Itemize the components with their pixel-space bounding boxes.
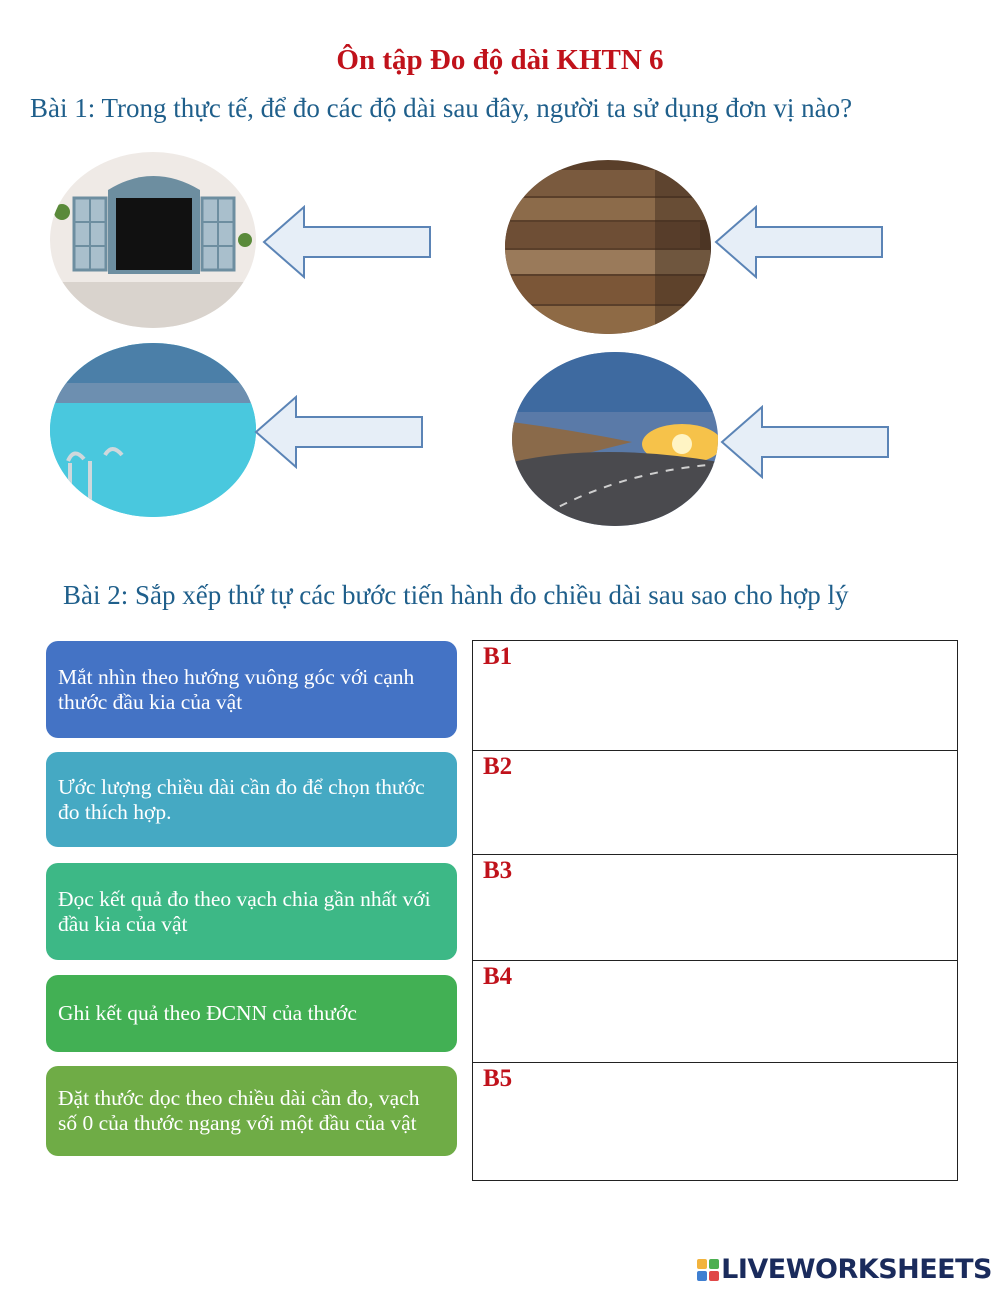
window-photo bbox=[50, 152, 257, 328]
answer-arrow-1[interactable] bbox=[262, 205, 434, 279]
step-card-4[interactable]: Ghi kết quả theo ĐCNN của thước bbox=[46, 975, 457, 1052]
pool-photo bbox=[50, 343, 257, 518]
drop-slot-b2[interactable] bbox=[473, 751, 957, 855]
brand-name: LIVEWORKSHEETS bbox=[721, 1254, 992, 1285]
step-card-3[interactable]: Đọc kết quả đo theo vạch chia gần nhất với đầu kia của vật bbox=[46, 863, 457, 960]
drop-slot-b3[interactable] bbox=[473, 855, 957, 961]
drop-slot-b1[interactable] bbox=[473, 641, 957, 751]
step-card-5[interactable]: Đặt thước dọc theo chiều dài cần đo, vạch số 0 của thước ngang với một đầu của vật bbox=[46, 1066, 457, 1156]
liveworksheets-logo-icon bbox=[697, 1259, 719, 1281]
slot-label: B1 bbox=[483, 643, 513, 670]
answer-arrow-4[interactable] bbox=[720, 405, 892, 479]
liveworksheets-brand bbox=[697, 1254, 992, 1285]
drop-slot-b5[interactable] bbox=[473, 1063, 957, 1180]
exercise-1-prompt: Bài 1: Trong thực tế, để đo các độ dài sau đây, người ta sử dụng đơn vị nào? bbox=[30, 93, 853, 123]
answer-arrow-2[interactable] bbox=[714, 205, 886, 279]
drop-slot-b4[interactable] bbox=[473, 961, 957, 1063]
worksheet-title: Ôn tập Đo độ dài KHTN 6 bbox=[336, 44, 664, 76]
answer-arrow-3[interactable] bbox=[254, 395, 426, 469]
order-answer-table bbox=[472, 640, 958, 1181]
books-photo bbox=[505, 160, 712, 335]
exercise-2-prompt: Bài 2: Sắp xếp thứ tự các bước tiến hành đo chiều dài sau sao cho hợp lý bbox=[63, 580, 849, 610]
step-card-2[interactable]: Ước lượng chiều dài cần đo để chọn thước đo thích hợp. bbox=[46, 752, 457, 847]
slot-label: B4 bbox=[483, 963, 513, 990]
slot-label: B2 bbox=[483, 753, 513, 780]
slot-label: B3 bbox=[483, 857, 513, 884]
step-card-1[interactable]: Mắt nhìn theo hướng vuông góc với cạnh thước đầu kia của vật bbox=[46, 641, 457, 738]
road-photo bbox=[512, 352, 719, 527]
slot-label: B5 bbox=[483, 1065, 513, 1092]
